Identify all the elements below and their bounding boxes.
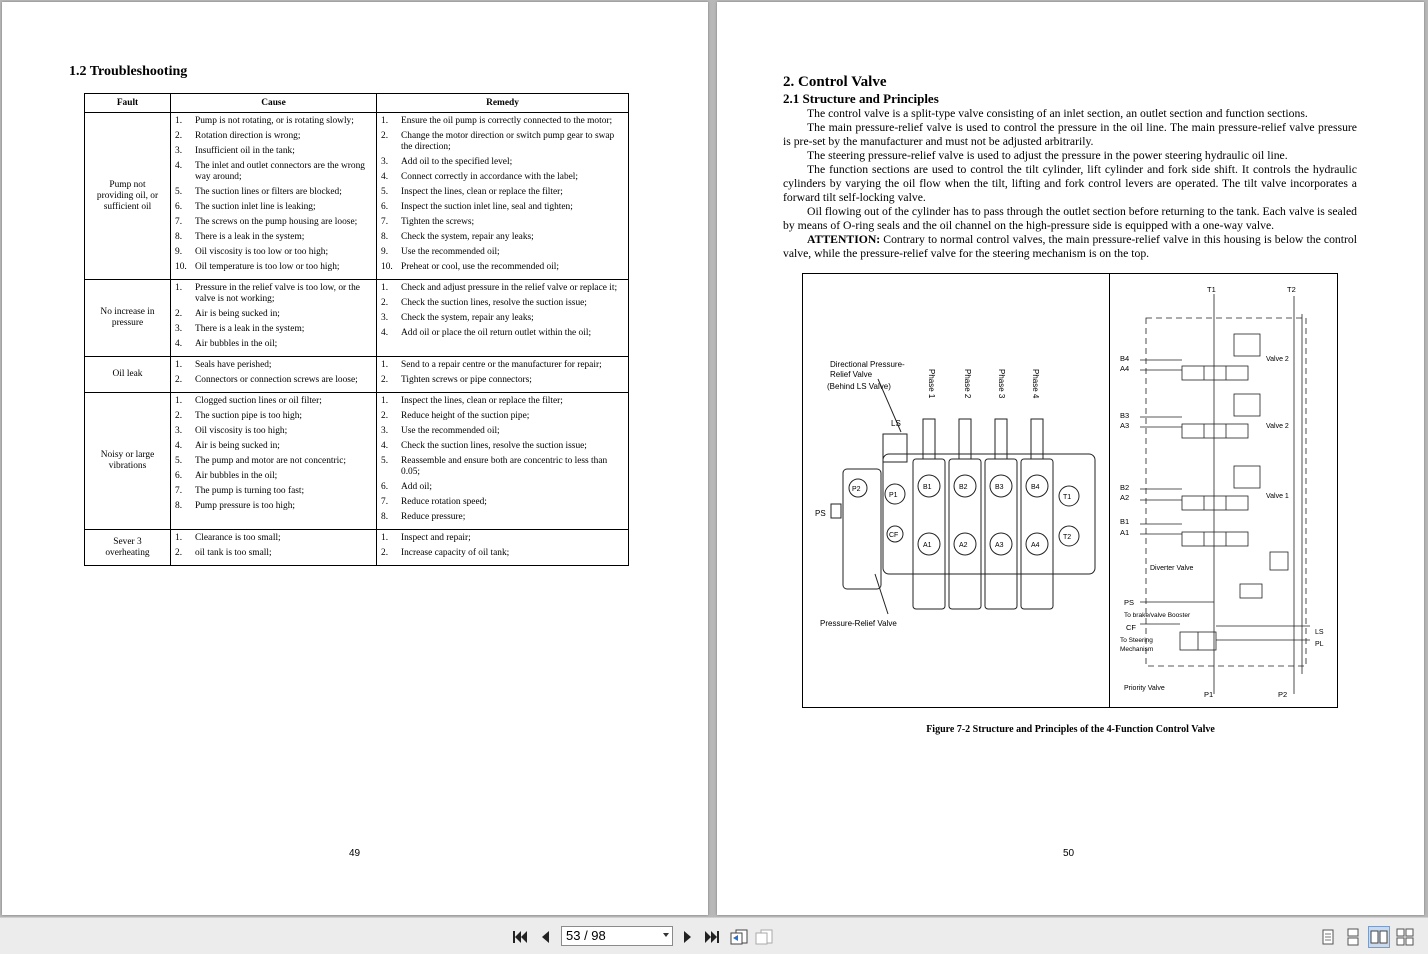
schem-label-cf: CF (1126, 623, 1136, 632)
single-page-view-button[interactable] (1317, 926, 1339, 948)
label-t2: T2 (1063, 534, 1072, 541)
list-item: 4. Check the suction lines, resolve the suction issue; (381, 441, 587, 451)
list-item: 2. Check the suction lines, resolve the suction issue; (381, 298, 587, 308)
list-item: 8. Pump pressure is too high; (175, 501, 295, 511)
schem-label-p2: P2 (1278, 690, 1288, 699)
list-item: 3. Add oil to the specified level; (381, 157, 513, 167)
list-item: 4. Add oil or place the oil return outlet within the oil; (381, 328, 592, 338)
label-phase1: Phase 1 (927, 369, 936, 399)
schem-label-valve2-upper: Valve 2 (1266, 356, 1289, 363)
list-item: 2. The suction pipe is too high; (175, 411, 303, 421)
single-page-icon (1321, 929, 1335, 945)
list-item: 2. Increase capacity of oil tank; (381, 548, 510, 558)
list-item: 8. There is a leak in the system; (175, 232, 305, 242)
list-item: 5. The suction lines or filters are blocked; (175, 187, 342, 197)
schem-label-a3: A3 (1120, 421, 1130, 430)
list-item: 1. Clogged suction lines or oil filter; (175, 396, 322, 406)
next-page-icon (683, 930, 693, 944)
back-view-icon (730, 929, 748, 945)
label-a3: A3 (995, 542, 1004, 549)
page-selector[interactable] (561, 926, 673, 946)
schem-label-a4: A4 (1120, 364, 1130, 373)
cause-cell (171, 280, 377, 357)
continuous-view-button[interactable] (1342, 926, 1364, 948)
body-text (783, 107, 1357, 261)
list-item: 6. The suction inlet line is leaking; (175, 202, 316, 212)
schem-label-booster: To brake/valve Booster (1124, 612, 1191, 619)
list-item: 9. Use the recommended oil; (381, 247, 500, 257)
list-item: 2. Connectors or connection screws are loose; (175, 375, 358, 385)
table-row (85, 113, 629, 280)
list-item: 1. Inspect the lines, clean or replace the filter; (381, 396, 563, 406)
list-item: 3. Check the system, repair any leaks; (381, 313, 534, 323)
label-b1: B1 (923, 484, 932, 491)
label-phase3: Phase 3 (997, 369, 1006, 399)
paragraph: The steering pressure-relief valve is used to adjust the pressure in the power steering hydraulic oil line. (807, 149, 1288, 162)
fault-cell: Pump not providing oil, or sufficient oil (85, 113, 171, 280)
continuous-facing-view-button[interactable] (1394, 926, 1416, 948)
last-page-button[interactable] (701, 926, 723, 948)
previous-page-icon (540, 930, 550, 944)
list-item: 3. Oil viscosity is too high; (175, 426, 288, 436)
list-item: 1. Clearance is too small; (175, 533, 281, 543)
paragraph: Oil flowing out of the cylinder has to pass through the outlet section before returning to the tank. Each valve is sealed by means of O-ring seals and the oil channel on the high-pressure side is equipped with a one-way valve. (783, 205, 1357, 232)
label-cf: CF (889, 532, 899, 539)
list-item: 1. Send to a repair centre or the manufacturer for repair; (381, 360, 602, 370)
label-b3: B3 (995, 484, 1004, 491)
facing-pages-icon (1370, 929, 1388, 945)
paragraph: The control valve is a split-type valve consisting of an inlet section, an outlet section and function sections. (807, 107, 1308, 120)
list-item: 5. Inspect the lines, clean or replace the filter; (381, 187, 563, 197)
list-item: 10. Preheat or cool, use the recommended oil; (381, 262, 560, 272)
list-item: 9. Oil viscosity is too low or too high; (175, 247, 329, 257)
fault-cell: Oil leak (85, 357, 171, 393)
list-item: 2. Rotation direction is wrong; (175, 131, 301, 141)
list-item: 4. Air bubbles in the oil; (175, 339, 278, 349)
last-page-icon (704, 930, 720, 944)
forward-view-icon (755, 929, 773, 945)
list-item: 7. The pump is turning too fast; (175, 486, 305, 496)
label-b2: B2 (959, 484, 968, 491)
schem-label-a1: A1 (1120, 528, 1130, 537)
fault-cell: No increase in pressure (85, 280, 171, 357)
continuous-facing-icon (1396, 928, 1414, 946)
header-cause: Cause (171, 94, 377, 113)
schem-label-t2: T2 (1287, 285, 1296, 294)
label-a2: A2 (959, 542, 968, 549)
right-page (717, 2, 1424, 915)
list-item: 2. Reduce height of the suction pipe; (381, 411, 530, 421)
troubleshooting-table (84, 93, 629, 566)
facing-view-button[interactable] (1368, 926, 1390, 948)
fault-cell: Noisy or large vibrations (85, 393, 171, 530)
remedy-cell (377, 530, 629, 566)
schem-label-t1: T1 (1207, 285, 1216, 294)
list-item: 6. Inspect the suction inlet line, seal and tighten; (381, 202, 573, 212)
valve-drawing (803, 274, 1109, 707)
dropdown-arrow-icon (663, 933, 669, 937)
cause-cell (171, 530, 377, 566)
list-item: 7. The screws on the pump housing are loose; (175, 217, 358, 227)
cause-cell (171, 393, 377, 530)
list-item: 2. Change the motor direction or switch pump gear to swap the direction; (381, 131, 615, 152)
list-item: 2. Tighten screws or pipe connectors; (381, 375, 532, 385)
left-page (2, 2, 708, 915)
label-b4: B4 (1031, 484, 1040, 491)
label-p1: P1 (889, 492, 898, 499)
table-header-row (85, 94, 629, 113)
list-item: 1. Check and adjust pressure in the relief valve or replace it; (381, 283, 618, 293)
table-row (85, 530, 629, 566)
remedy-cell (377, 280, 629, 357)
page-number-right: 50 (1063, 848, 1075, 859)
first-page-icon (512, 930, 528, 944)
figure-control-valve (802, 273, 1338, 708)
chapter-title: 2. Control Valve (783, 74, 887, 90)
label-ls: LS (891, 419, 901, 428)
attention-label: ATTENTION: (807, 233, 881, 246)
table-row (85, 393, 629, 530)
list-item: 10. Oil temperature is too low or too high; (175, 262, 340, 272)
fault-cell: Sever 3 overheating (85, 530, 171, 566)
schem-label-b4: B4 (1120, 354, 1130, 363)
schem-label-p1: P1 (1204, 690, 1214, 699)
list-item: 3. There is a leak in the system; (175, 324, 305, 334)
next-page-button[interactable] (677, 926, 699, 948)
page-number-left: 49 (349, 848, 361, 859)
list-item: 5. The pump and motor are not concentric; (175, 456, 346, 466)
schem-label-pl: PL (1315, 641, 1324, 648)
attention-text: Contrary to normal control valves, the main pressure-relief valve in this housing is below the control valve, while the pressure-relief valve for the steering mechanism is on the top. (783, 233, 1357, 260)
schem-label-b3: B3 (1120, 411, 1130, 420)
hydraulic-schematic (1110, 274, 1337, 707)
schem-label-valve1: Valve 1 (1266, 493, 1289, 500)
viewer-toolbar (0, 917, 1428, 954)
figure-caption: Figure 7-2 Structure and Principles of the 4-Function Control Valve (926, 724, 1215, 735)
label-dir-relief-1: Directional Pressure- (830, 360, 905, 369)
list-item: 6. Add oil; (381, 482, 432, 492)
go-forward-view-button[interactable] (753, 926, 775, 948)
section-title-troubleshooting: 1.2 Troubleshooting (69, 64, 188, 79)
label-phase4: Phase 4 (1031, 369, 1040, 399)
label-t1: T1 (1063, 494, 1072, 501)
page-indicator: 53 / 98 (566, 928, 606, 943)
schem-label-steering-2: Mechanism (1120, 646, 1154, 653)
schem-label-b2: B2 (1120, 483, 1130, 492)
schem-label-a2: A2 (1120, 493, 1130, 502)
list-item: 1. Pressure in the relief valve is too low, or the valve is not working; (175, 283, 360, 304)
paragraph: The main pressure-relief valve is used to control the pressure in the oil line. The main pressure-relief valve pressure is pre-set by the manufacturer and must not be adjusted arbitrarily. (783, 121, 1357, 148)
section-title-structure: 2.1 Structure and Principles (783, 91, 939, 106)
list-item: 1. Seals have perished; (175, 360, 272, 370)
list-item: 6. Air bubbles in the oil; (175, 471, 278, 481)
table-row (85, 280, 629, 357)
list-item: 1. Pump is not rotating, or is rotating slowly; (175, 116, 354, 126)
schem-label-ls: LS (1315, 629, 1324, 636)
remedy-cell (377, 393, 629, 530)
list-item: 5. Reassemble and ensure both are concentric to less than 0.05; (381, 456, 608, 477)
list-item: 1. Inspect and repair; (381, 533, 471, 543)
list-item: 8. Check the system, repair any leaks; (381, 232, 534, 242)
cause-cell (171, 357, 377, 393)
list-item: 4. Air is being sucked in; (175, 441, 280, 451)
list-item: 7. Reduce rotation speed; (381, 497, 487, 507)
list-item: 4. Connect correctly in accordance with the label; (381, 172, 579, 182)
previous-page-button[interactable] (534, 926, 556, 948)
label-dir-relief-2: Relief Valve (830, 370, 873, 379)
list-item: 3. Insufficient oil in the tank; (175, 146, 295, 156)
list-item: 7. Tighten the screws; (381, 217, 475, 227)
label-a4: A4 (1031, 542, 1040, 549)
label-ps: PS (815, 509, 826, 518)
schem-label-steering-1: To Steering (1120, 637, 1153, 644)
list-item: 2. oil tank is too small; (175, 548, 272, 558)
label-phase2: Phase 2 (963, 369, 972, 399)
first-page-button[interactable] (509, 926, 531, 948)
label-a1: A1 (923, 542, 932, 549)
table-row (85, 357, 629, 393)
label-p2: P2 (852, 486, 861, 493)
label-dir-relief-3: (Behind LS Valve) (827, 382, 891, 391)
schem-label-b1: B1 (1120, 517, 1130, 526)
remedy-cell (377, 357, 629, 393)
label-pressure-relief: Pressure-Relief Valve (820, 619, 897, 628)
list-item: 3. Use the recommended oil; (381, 426, 500, 436)
schem-label-valve2-lower: Valve 2 (1266, 423, 1289, 430)
remedy-cell (377, 113, 629, 280)
schem-label-priority: Priority Valve (1124, 685, 1165, 692)
paragraph: The function sections are used to control the tilt cylinder, lift cylinder and fork side shift. It controls the hydraulic cylinders by varying the oil flow when the tilt, lifting and fork control levers are operated. The tilt valve incorporates a forward tilt self-locking valve. (783, 163, 1357, 204)
header-remedy: Remedy (377, 94, 629, 113)
cause-cell (171, 113, 377, 280)
schem-label-diverter: Diverter Valve (1150, 565, 1194, 572)
list-item: 1. Ensure the oil pump is correctly connected to the motor; (381, 116, 613, 126)
list-item: 8. Reduce pressure; (381, 512, 466, 522)
list-item: 2. Air is being sucked in; (175, 309, 280, 319)
schem-label-ps: PS (1124, 598, 1135, 607)
list-item: 4. The inlet and outlet connectors are the wrong way around; (175, 161, 365, 182)
attention-paragraph (783, 233, 1357, 261)
header-fault: Fault (85, 94, 171, 113)
continuous-page-icon (1346, 928, 1360, 946)
go-back-view-button[interactable] (728, 926, 750, 948)
